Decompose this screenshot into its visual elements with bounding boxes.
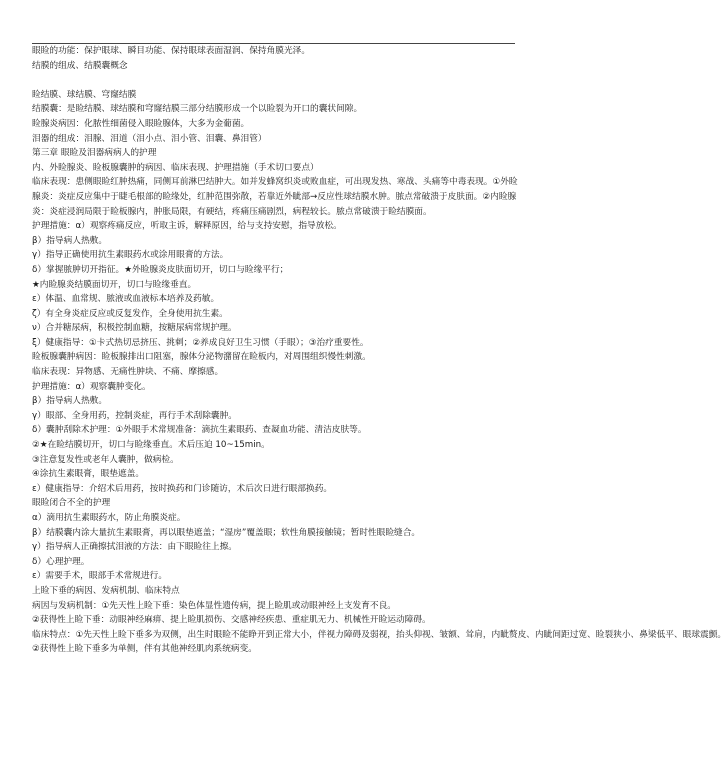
text-line: β）结膜囊内涂大量抗生素眼膏，再以眼垫遮盖；“湿房”覆盖眼；软性角膜接触镜；暂时性眼睑缝合。 [32,527,421,538]
text-line: 睑腺炎病因：化脓性细菌侵入眼睑腺体，大多为金葡菌。 [32,118,250,129]
text-line: ε）体温、血常规、脓液或血液标本培养及药敏。 [32,294,220,305]
text-line: α）滴用抗生素眼药水，防止角膜炎症。 [32,513,186,523]
text-line: β）指导病人热敷。 [32,235,108,246]
document-body [32,44,726,657]
text-line: 眼睑的功能：保护眼球、瞬目功能、保持眼球表面湿润、保持角膜光泽。 [32,46,310,56]
text-line: 结膜囊：是睑结膜、球结膜和穹窿结膜三部分结膜形成一个以睑裂为开口的囊状间隙。 [32,104,363,115]
text-line: ③注意复发性或老年人囊肿，做病检。 [32,454,179,465]
text-line: 临床表现：患侧眼睑红肿热痛，同侧耳前淋巴结肿大。如并发蜂窝织炎或败血症，可出现发热、寒战、头痛等中毒表现。①外睑腺炎：炎症反应集中于睫毛根部的睑缘处，红肿范围弥散，若靠近外眦部→反应性球结膜水肿。脓点常破溃于皮肤面。②内睑腺炎：炎症浸润局限于睑板腺内，肿胀局限，有硬结，疼痛压痛剧烈，病程较长。脓点常破溃于睑结膜面。 [32,177,518,217]
text-line: ②获得性上睑下垂多为单侧，伴有其他神经肌肉系统病变。 [32,644,257,655]
text-line: ζ）有全身炎症反应或反复发作，全身使用抗生素。 [32,308,228,319]
text-line: 泪器的组成：泪腺、泪道（泪小点、泪小管、泪囊、鼻泪管） [32,133,267,144]
text-line: δ）掌握脓肿切开指征。★外睑腺炎皮肤面切开，切口与睑缘平行； [32,264,289,275]
blank-line [32,73,522,88]
text-line: ξ）健康指导：①卡式热切忌挤压、挑刺；②养成良好卫生习惯（手眼）；③治疗重要性。 [32,337,369,348]
text-line: 护理措施：α）观察囊肿变化。 [32,381,151,392]
text-line: ν）合并糖尿病，积极控制血糖，按糖尿病常规护理。 [32,323,237,334]
text-line: δ）囊肿刮除术护理：①外眼手术常规准备：滴抗生素眼药、查凝血功能、清洁皮肤等。 [32,425,367,436]
text-line: γ）眼部、全身用药，控制炎症，再行手术刮除囊肿。 [32,410,237,421]
text-line: 护理措施：α）观察疼痛反应，听取主诉，解释原因，给与支持安慰，指导放松。 [32,221,342,232]
text-line: β）指导病人热敷。 [32,396,108,407]
text-line: ④涂抗生素眼膏，眼垫遮盖。 [32,469,145,480]
text-line: ②获得性上睑下垂：动眼神经麻痹、提上睑肌损伤、交感神经疾患、重症肌无力、机械性开睑运动障碍。 [32,615,431,626]
text-line: 睑结膜、球结膜、穹窿结膜 [32,89,137,100]
text-line: 病因与发病机制：①先天性上睑下垂：染色体显性遗传病，提上睑肌或动眼神经上支发育不良。 [32,600,396,611]
text-line: γ）指导病人正确擦拭泪液的方法：由下眼睑往上擦。 [32,542,237,553]
text-line: 临床表现：异物感、无痛性肿块、不痛、摩擦感。 [32,367,224,378]
text-line: 睑板腺囊肿病因：睑板腺排出口阻塞，腺体分泌物潴留在睑板内，对周围组织慢性刺激。 [32,352,371,363]
text-line: ε）需要手术，眼部手术常规进行。 [32,571,168,582]
text-line: 结膜的组成、结膜囊概念 [32,60,128,71]
text-line: δ）心理护理。 [32,556,90,567]
text-line: 上睑下垂的病因、发病机制、临床特点 [32,585,180,596]
text-line: 临床特点：①先天性上睑下垂多为双侧，出生时眼睑不能睁开到正常大小，伴视力障碍及弱视，抬头仰视、皱额、耸肩，内眦赘皮、内眦间距过宽、睑裂狭小、鼻梁低平、眼球震颤。 [32,629,726,640]
text-line: 眼睑闭合不全的护理 [32,498,111,509]
text-line: ε）健康指导：介绍术后用药，按时换药和门诊随访，术后次日进行眼部换药。 [32,483,333,494]
text-line: ★内睑腺炎结膜面切开，切口与睑缘垂直。 [32,279,197,290]
text-line: 第三章 眼睑及泪器病病人的护理 [32,148,157,159]
text-line: γ）指导正确使用抗生素眼药水或涂用眼膏的方法。 [32,250,229,261]
text-line: 内、外睑腺炎、睑板腺囊肿的病因、临床表现、护理措施（手术切口要点） [32,162,319,173]
text-line: ②★在睑结膜切开，切口与睑缘垂直。术后压迫 10~15min。 [32,440,270,451]
